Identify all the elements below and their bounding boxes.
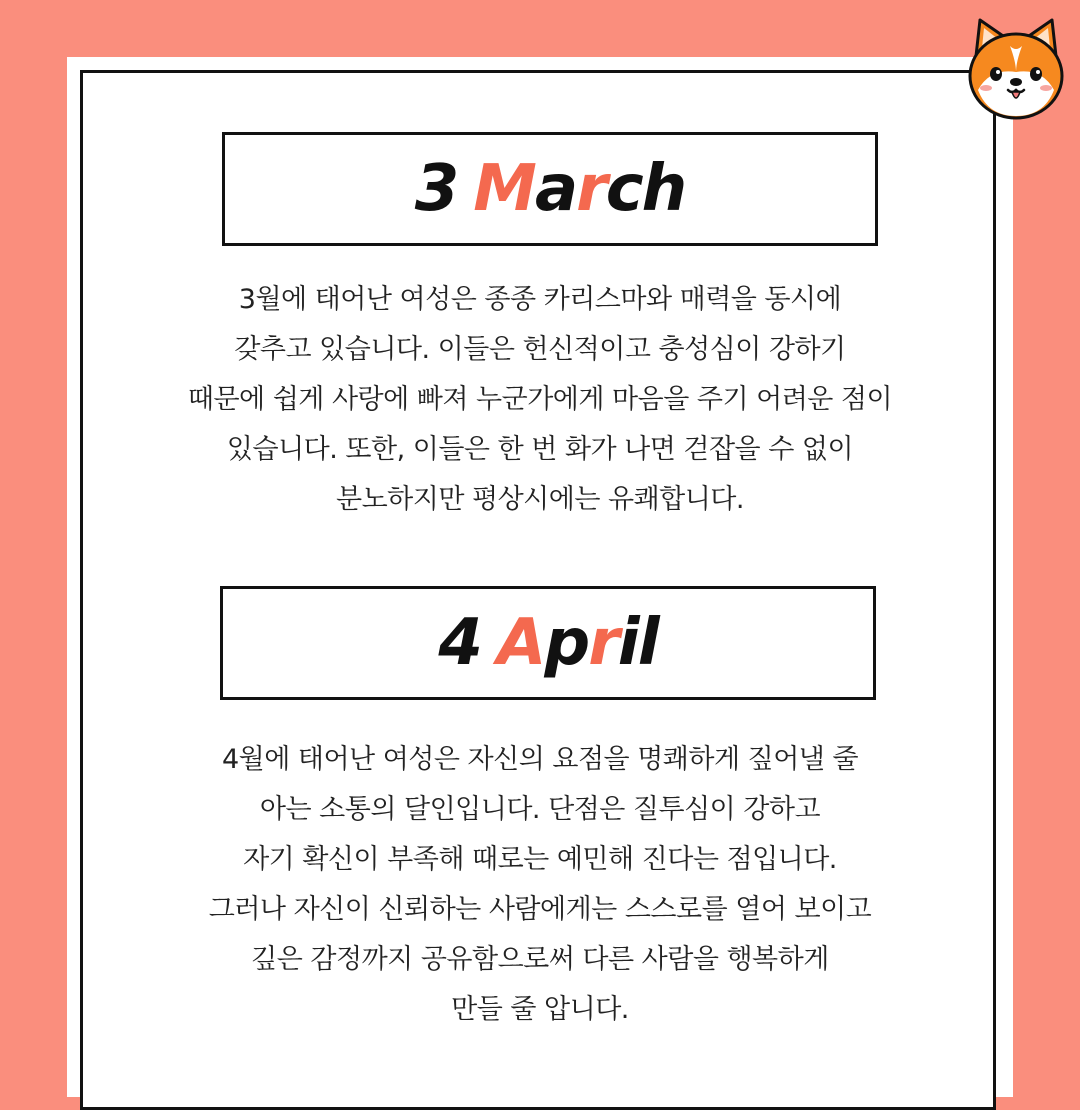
april-heading-number: 4 [438,606,481,680]
march-paragraph-line: 갖추고 있습니다. 이들은 헌신적이고 충성심이 강하기 [234,334,846,365]
april-heading-letter-4: il [617,606,658,680]
march-paragraph [130,275,950,525]
march-heading-number: 3 [414,152,458,226]
march-heading-letter-3: r [576,152,606,226]
march-heading-box [222,132,878,246]
april-heading-letter-3: r [588,606,618,680]
april-paragraph-line: 아는 소통의 달인입니다. 단점은 질투심이 강하고 [259,794,821,825]
march-paragraph-line: 때문에 쉽게 사랑에 빠져 누군가에게 마음을 주기 어려운 점이 [187,384,893,415]
april-heading-box [220,586,876,700]
april-paragraph [130,735,950,1035]
april-paragraph-line: 만들 줄 압니다. [451,994,629,1025]
april-paragraph-line: 그러나 자신이 신뢰하는 사람에게는 스스로를 열어 보이고 [208,894,872,925]
march-heading-letter-4: ch [605,152,686,226]
march-paragraph-line: 분노하지만 평상시에는 유쾌합니다. [336,484,744,515]
march-heading [415,152,685,226]
april-heading-letter-2: p [544,606,589,680]
april-heading-letter-1: A [496,606,545,680]
april-heading [438,606,657,680]
april-paragraph-line: 자기 확신이 부족해 때로는 예민해 진다는 점입니다. [243,844,837,875]
march-paragraph-line: 있습니다. 또한, 이들은 한 번 화가 나면 걷잡을 수 없이 [226,434,854,465]
april-paragraph-line: 4월에 태어난 여성은 자신의 요점을 명쾌하게 짚어낼 줄 [221,744,859,775]
march-heading-letter-1: M [473,152,535,226]
april-paragraph-line: 깊은 감정까지 공유함으로써 다른 사람을 행복하게 [251,944,829,975]
march-paragraph-line: 3월에 태어난 여성은 종종 카리스마와 매력을 동시에 [238,284,842,315]
march-heading-letter-2: a [534,152,577,226]
fox-dog-mascot-icon [960,12,1072,124]
